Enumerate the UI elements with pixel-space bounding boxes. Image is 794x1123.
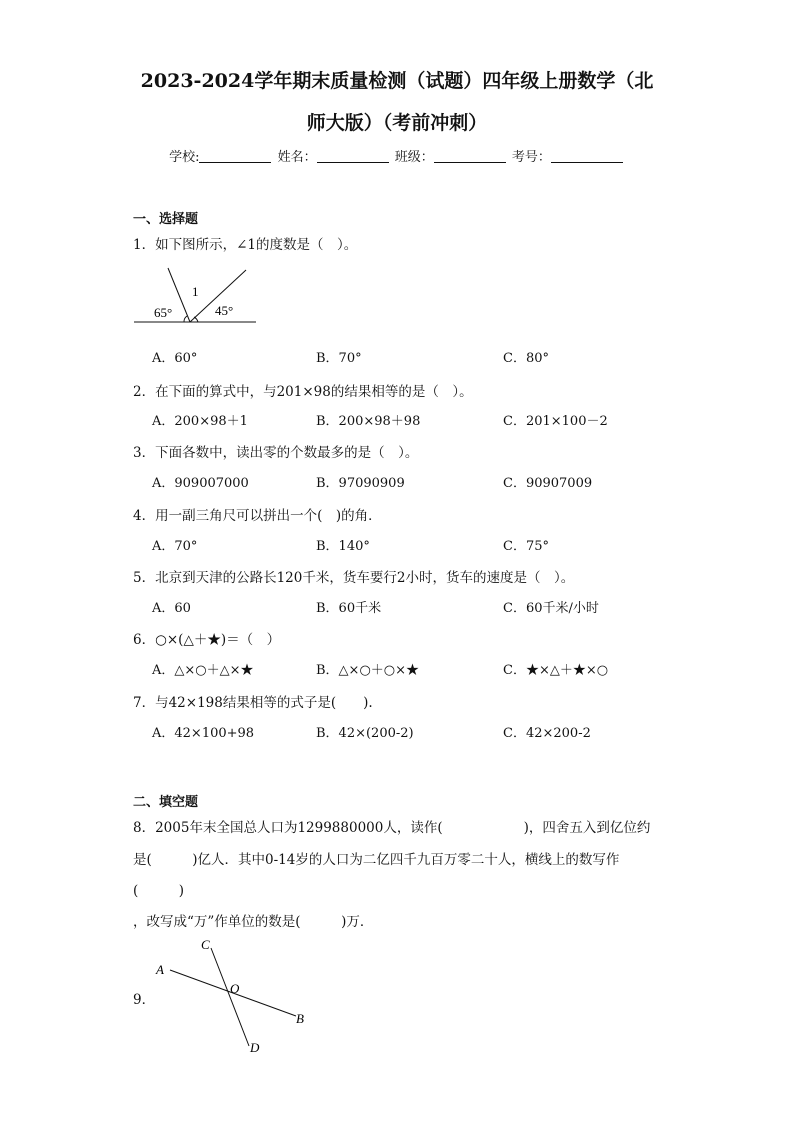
q2-option-a: A．200×98＋1 bbox=[152, 414, 248, 429]
right-angle-arc bbox=[194, 317, 198, 322]
angle-65-label: 65° bbox=[154, 305, 173, 320]
q4-option-c: C．75° bbox=[503, 539, 549, 554]
section-heading-fill: 二、填空题 bbox=[133, 795, 199, 810]
school-blank bbox=[199, 149, 271, 163]
name-blank bbox=[317, 149, 389, 163]
q3-option-c: C．90907009 bbox=[503, 476, 593, 491]
q2-option-b: B．200×98＋98 bbox=[316, 414, 421, 429]
page-title-line-2: 师大版）（考前冲刺） bbox=[306, 112, 488, 134]
q4-option-a: A．70° bbox=[152, 539, 198, 554]
q6-option-b: B．△×○＋○×★ bbox=[316, 663, 420, 678]
q6-option-c: C．★×△＋★×○ bbox=[503, 663, 609, 678]
q7-option-a: A．42×100+98 bbox=[152, 726, 255, 741]
question-9-label: 9． bbox=[133, 992, 156, 1008]
q3-option-a: A．909007000 bbox=[152, 476, 249, 491]
question-8-line-1: 8．2005年末全国总人口为1299880000人，读作( )，四舍五入到亿位约 bbox=[133, 820, 651, 836]
q5-option-c: C．60千米/小时 bbox=[503, 601, 599, 616]
page-title-line-1: 2023-2024学年期末质量检测（试题）四年级上册数学（北 bbox=[140, 70, 654, 92]
point-d-label: D bbox=[250, 1040, 260, 1055]
question-1: 1．如下图所示，∠1的度数是（ ）。 bbox=[133, 237, 358, 253]
q5-option-b: B．60千米 bbox=[316, 601, 382, 616]
point-a-label: A bbox=[156, 962, 164, 977]
point-o-label: O bbox=[230, 981, 240, 996]
school-label: 学校: bbox=[169, 150, 200, 165]
point-b-label: B bbox=[296, 1011, 304, 1026]
student-info-row bbox=[0, 146, 794, 165]
q5-option-a: A．60 bbox=[152, 601, 191, 616]
question-8-line-2: 是( )亿人．其中0-14岁的人口为二亿四千九百万零二十人，横线上的数写作 bbox=[133, 852, 620, 868]
q3-option-b: B．97090909 bbox=[316, 476, 405, 491]
left-angle-arc bbox=[184, 316, 187, 322]
exam-number-blank bbox=[551, 149, 623, 163]
q1-option-c: C．80° bbox=[503, 351, 549, 366]
q1-option-b: B．70° bbox=[316, 351, 362, 366]
q4-option-b: B．140° bbox=[316, 539, 370, 554]
question-5: 5．北京到天津的公路长120千米，货车要行2小时，货车的速度是（ ）。 bbox=[133, 570, 575, 586]
question-8-line-3: ( ) bbox=[133, 883, 185, 899]
exam-number-label: 考号： bbox=[511, 150, 551, 165]
angle-45-label: 45° bbox=[215, 303, 234, 318]
q7-option-c: C．42×200-2 bbox=[503, 726, 591, 741]
q7-option-b: B．42×(200-2) bbox=[316, 726, 414, 741]
question-6: 6．○×(△＋★)＝（ ） bbox=[133, 632, 281, 648]
point-c-label: C bbox=[201, 937, 210, 952]
question-2: 2．在下面的算式中，与201×98的结果相等的是（ ）。 bbox=[133, 384, 473, 400]
name-label: 姓名： bbox=[277, 150, 317, 165]
section-heading-choice: 一、选择题 bbox=[133, 212, 199, 227]
question-8-line-4: ，改写成“万”作单位的数是( )万． bbox=[133, 914, 374, 930]
q6-option-a: A．△×○＋△×★ bbox=[152, 663, 254, 678]
class-blank bbox=[434, 149, 506, 163]
q2-option-c: C．201×100－2 bbox=[503, 414, 608, 429]
question-4: 4．用一副三角尺可以拼出一个( )的角． bbox=[133, 508, 382, 524]
intersecting-lines-figure bbox=[150, 936, 320, 1058]
angle-figure bbox=[128, 264, 268, 330]
question-7: 7．与42×198结果相等的式子是( ). bbox=[133, 695, 373, 711]
q1-option-a: A．60° bbox=[152, 351, 198, 366]
angle-1-label: 1 bbox=[192, 284, 199, 299]
question-3: 3．下面各数中，读出零的个数最多的是（ ）。 bbox=[133, 445, 419, 461]
class-label: 班级： bbox=[394, 150, 434, 165]
